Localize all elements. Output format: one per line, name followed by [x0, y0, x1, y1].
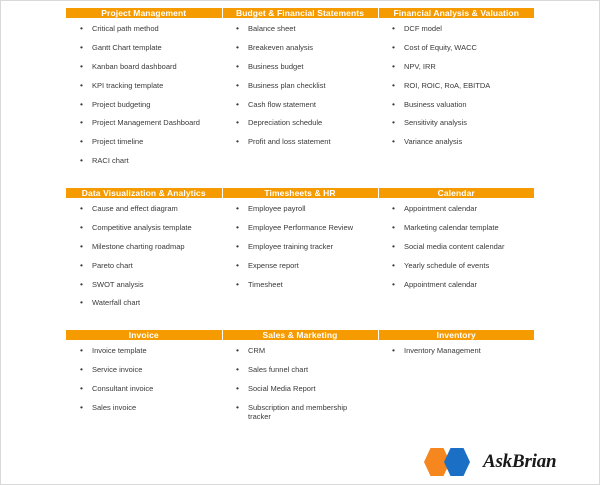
list-item[interactable]: • Business plan checklist: [222, 81, 372, 90]
list-item[interactable]: • Employee training tracker: [222, 242, 372, 251]
list-item[interactable]: • SWOT analysis: [66, 280, 216, 289]
list-item[interactable]: • Timesheet: [222, 280, 372, 289]
list-item[interactable]: • Profit and loss statement: [222, 137, 372, 146]
template-list: [378, 340, 534, 371]
template-list: [66, 18, 222, 181]
column-header: Invoice: [66, 330, 222, 340]
column-body: [378, 198, 534, 323]
list-item[interactable]: • Inventory Management: [378, 346, 528, 355]
list-item[interactable]: • Appointment calendar: [378, 204, 528, 213]
list-item[interactable]: • Depreciation schedule: [222, 118, 372, 127]
band-content-row: [66, 340, 534, 437]
list-item[interactable]: • Waterfall chart: [66, 298, 216, 307]
band-content-row: [66, 198, 534, 323]
list-item[interactable]: • Sales invoice: [66, 403, 216, 412]
column-body: [66, 198, 222, 323]
list-item[interactable]: • Employee Performance Review: [222, 223, 372, 232]
list-item[interactable]: • Business budget: [222, 62, 372, 71]
list-item[interactable]: • Service invoice: [66, 365, 216, 374]
list-item[interactable]: • Yearly schedule of events: [378, 261, 528, 270]
list-item[interactable]: • Cash flow statement: [222, 100, 372, 109]
list-item[interactable]: • Sensitivity analysis: [378, 118, 528, 127]
list-item[interactable]: • Project budgeting: [66, 100, 216, 109]
template-list: [222, 18, 378, 162]
list-item[interactable]: • Project Management Dashboard: [66, 118, 216, 127]
list-item[interactable]: • Gantt Chart template: [66, 43, 216, 52]
list-item[interactable]: • Subscription and membership tracker: [222, 403, 372, 422]
column-body: [222, 18, 378, 181]
list-item[interactable]: • Consultant invoice: [66, 384, 216, 393]
template-list: [222, 198, 378, 304]
list-item[interactable]: • Sales funnel chart: [222, 365, 372, 374]
hexagon-blue-icon: [444, 448, 470, 476]
column-header: Sales & Marketing: [222, 330, 378, 340]
category-band: [66, 8, 534, 181]
column-body: [378, 18, 534, 181]
band-header-row: [66, 8, 534, 18]
brand-name-part2: Brian: [511, 451, 557, 472]
list-item[interactable]: • Expense report: [222, 261, 372, 270]
band-header-row: [66, 188, 534, 198]
band-spacer: [66, 181, 534, 188]
column-header: Data Visualization & Analytics: [66, 188, 222, 198]
list-item[interactable]: • CRM: [222, 346, 372, 355]
list-item[interactable]: • Employee payroll: [222, 204, 372, 213]
list-item[interactable]: • Balance sheet: [222, 24, 372, 33]
list-item[interactable]: • Project timeline: [66, 137, 216, 146]
hexagon-logo-icon: [424, 448, 480, 476]
list-item[interactable]: • Invoice template: [66, 346, 216, 355]
brand-name: [483, 451, 556, 473]
column-header: Project Management: [66, 8, 222, 18]
list-item[interactable]: • Cost of Equity, WACC: [378, 43, 528, 52]
list-item[interactable]: • Milestone charting roadmap: [66, 242, 216, 251]
list-item[interactable]: • Pareto chart: [66, 261, 216, 270]
column-body: [222, 198, 378, 323]
band-content-row: [66, 18, 534, 181]
list-item[interactable]: • Social Media Report: [222, 384, 372, 393]
list-item[interactable]: • Appointment calendar: [378, 280, 528, 289]
band-header-row: [66, 330, 534, 340]
list-item[interactable]: • NPV, IRR: [378, 62, 528, 71]
template-library-sheet: [66, 8, 534, 437]
brand-name-part1: Ask: [483, 451, 512, 472]
list-item[interactable]: • Breakeven analysis: [222, 43, 372, 52]
template-list: [66, 340, 222, 428]
column-header: Financial Analysis & Valuation: [378, 8, 534, 18]
list-item[interactable]: • RACI chart: [66, 156, 216, 165]
template-list: [222, 340, 378, 437]
band-spacer: [66, 323, 534, 330]
list-item[interactable]: • Business valuation: [378, 100, 528, 109]
column-body: [378, 340, 534, 437]
column-body: [66, 18, 222, 181]
template-list: [378, 198, 534, 304]
list-item[interactable]: • Marketing calendar template: [378, 223, 528, 232]
list-item[interactable]: • Critical path method: [66, 24, 216, 33]
list-item[interactable]: • KPI tracking template: [66, 81, 216, 90]
column-body: [66, 340, 222, 437]
list-item[interactable]: • Social media content calendar: [378, 242, 528, 251]
brand-logo: [424, 448, 556, 476]
column-header: Budget & Financial Statements: [222, 8, 378, 18]
column-body: [222, 340, 378, 437]
column-header: Inventory: [378, 330, 534, 340]
list-item[interactable]: • ROI, ROIC, RoA, EBITDA: [378, 81, 528, 90]
list-item[interactable]: • Cause and effect diagram: [66, 204, 216, 213]
list-item[interactable]: • Variance analysis: [378, 137, 528, 146]
category-band: [66, 330, 534, 437]
column-header: Timesheets & HR: [222, 188, 378, 198]
list-item[interactable]: • DCF model: [378, 24, 528, 33]
column-header: Calendar: [378, 188, 534, 198]
template-list: [66, 198, 222, 323]
category-band: [66, 188, 534, 323]
template-list: [378, 18, 534, 162]
list-item[interactable]: • Kanban board dashboard: [66, 62, 216, 71]
list-item[interactable]: • Competitive analysis template: [66, 223, 216, 232]
